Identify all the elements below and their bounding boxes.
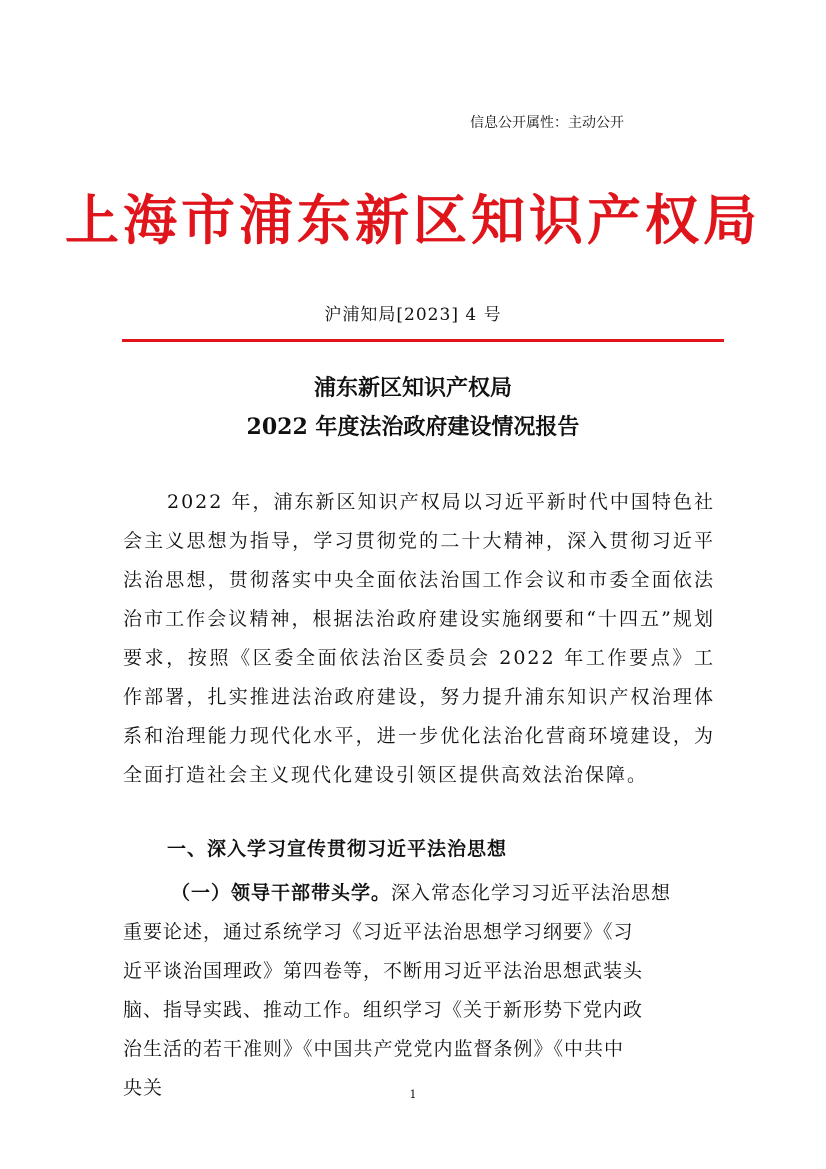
- page-number: 1: [409, 1088, 417, 1101]
- paragraph-line: 重要论述，通过系统学习《习近平法治思想学习纲要》《习: [123, 921, 634, 943]
- red-divider-line: [122, 339, 724, 342]
- paragraph-line: 治生活的若干准则》《中国共产党党内监督条例》《中共中: [123, 1038, 625, 1060]
- section-heading: 一、深入学习宣传贯彻习近平法治思想: [167, 838, 508, 860]
- intro-paragraph: 2022 年，浦东新区知识产权局以习近平新时代中国特色社会主义思想为指导，学习贯彻党的二十大精神，深入贯彻习近平法治思想，贯彻落实中央全面依法治国工作会议和市委全面依法治市工作会议精神，根据法治政府建设实施纲要和“十四五”规划要求，按照《区委全面依法治区委员会 2022 年工作要点》工作部署，扎实推进法治政府建设，努力提升浦东知识产权治理体系和治理能力现代化水平，进一步优化法治化营商环境建设，为全面打造社会主义现代化建设引领区提供高效法治保障。: [123, 491, 715, 786]
- paragraph-line: 央关: [123, 1077, 164, 1099]
- document-number: 沪浦知局[2023] 4 号: [324, 305, 502, 325]
- paragraph-line: 脑、指导实践、推动工作。组织学习《关于新形势下党内政: [123, 999, 644, 1021]
- paragraph-line-text: 深入常态化学习习近平法治思想: [391, 882, 672, 904]
- disclosure-attribute: 信息公开属性：主动公开: [470, 115, 624, 131]
- paragraph-line: 近平谈治国理政》第四卷等，不断用习近平法治思想武装头: [123, 960, 644, 982]
- paragraph-line: [123, 874, 698, 913]
- subsection-paragraph: [123, 874, 698, 1108]
- subsection-heading: （一）领导干部带头学。: [171, 882, 392, 904]
- agency-letterhead: 上海市浦东新区知识产权局: [65, 188, 761, 252]
- report-title-line2: 2022 年度法治政府建设情况报告: [246, 414, 580, 440]
- report-title-line1: 浦东新区知识产权局: [313, 375, 512, 401]
